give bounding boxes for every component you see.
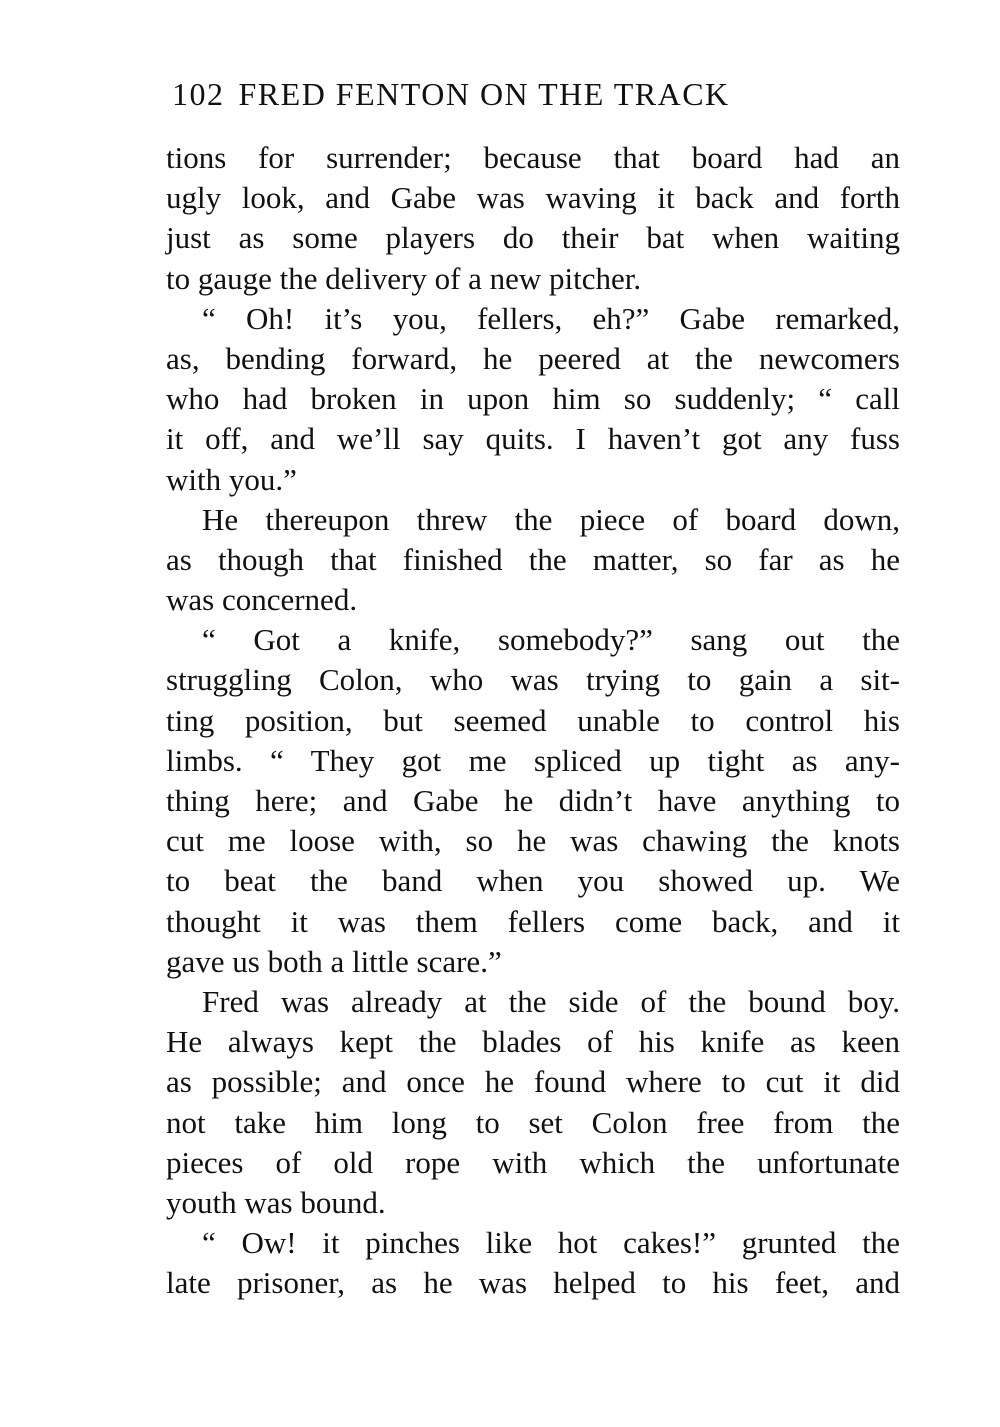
text-line: He always kept the blades of his knife as keen	[166, 1024, 900, 1060]
text-line: tions for surrender; because that board had an	[166, 140, 900, 175]
paragraph	[166, 299, 900, 500]
page-number: 102	[172, 76, 225, 112]
text-line: to gauge the delivery of a new pitcher.	[166, 260, 642, 296]
text-line: was concerned.	[166, 582, 358, 618]
text-line: “ Ow! it pinches like hot cakes!” grunted the	[202, 1225, 900, 1261]
text-line: “ Oh! it’s you, fellers, eh?” Gabe remarked,	[202, 300, 900, 336]
text-line: it off, and we’ll say quits. I haven’t got any fuss	[166, 421, 900, 457]
text-line: thing here; and Gabe he didn’t have anything to	[166, 783, 900, 818]
text-line: ugly look, and Gabe was waving it back and forth	[166, 180, 900, 216]
text-line: struggling Colon, who was trying to gain a sit-	[166, 662, 900, 698]
book-title: FRED FENTON ON THE TRACK	[238, 76, 730, 112]
text-line: He thereupon threw the piece of board down,	[202, 501, 900, 537]
text-line: as possible; and once he found where to cut it did	[166, 1064, 900, 1100]
running-head	[172, 74, 872, 114]
paragraph	[166, 1223, 900, 1303]
paragraph	[166, 500, 900, 621]
text-line: pieces of old rope with which the unfortunate	[166, 1144, 900, 1180]
text-line: not take him long to set Colon free from the	[166, 1104, 900, 1140]
paragraph	[166, 620, 900, 982]
body-text	[166, 138, 900, 1303]
text-line: “ Got a knife, somebody?” sang out the	[202, 622, 900, 658]
text-line: just as some players do their bat when waiting	[166, 220, 900, 256]
text-line: as, bending forward, he peered at the newcomers	[166, 340, 900, 376]
text-line: limbs. “ They got me spliced up tight as any-	[166, 742, 900, 778]
text-line: to beat the band when you showed up. We	[166, 863, 900, 899]
paragraph	[166, 982, 900, 1223]
text-line: with you.”	[166, 461, 297, 497]
text-line: who had broken in upon him so suddenly; “ call	[166, 381, 900, 417]
text-line: youth was bound.	[166, 1184, 386, 1220]
text-line: as though that finished the matter, so far as he	[166, 541, 900, 577]
text-line: cut me loose with, so he was chawing the knots	[166, 823, 900, 859]
text-line: ting position, but seemed unable to control his	[166, 702, 900, 738]
text-line: gave us both a little scare.”	[166, 943, 502, 979]
text-line: late prisoner, as he was helped to his feet, and	[166, 1265, 900, 1301]
text-line: Fred was already at the side of the bound boy.	[202, 983, 900, 1019]
paragraph	[166, 138, 900, 299]
text-line: thought it was them fellers come back, and it	[166, 903, 900, 939]
